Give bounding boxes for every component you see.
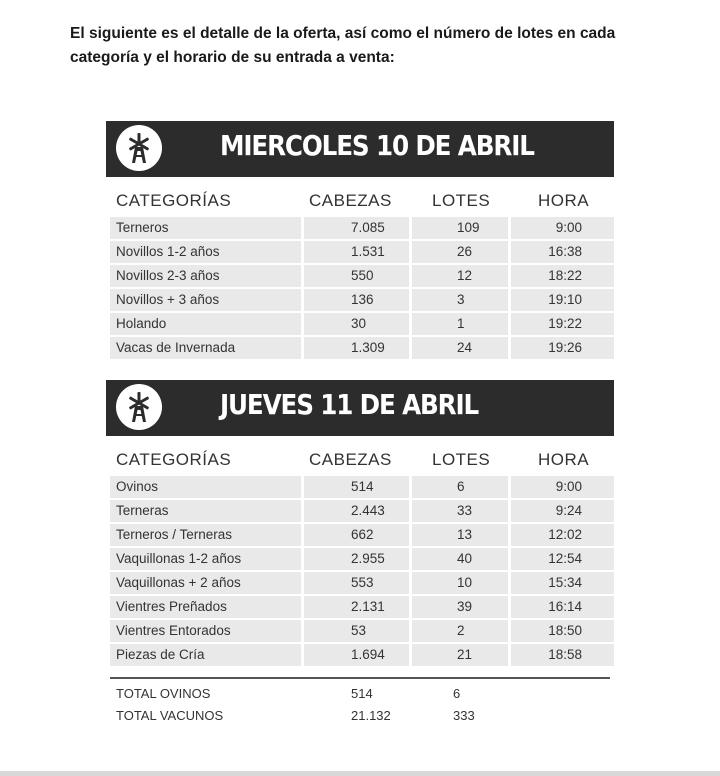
cell-time: 12:02 [511, 524, 614, 546]
cell-time: 9:24 [511, 500, 614, 522]
cell-category: Vientres Entorados [110, 620, 301, 642]
table-row [106, 524, 614, 548]
cell-time: 16:14 [511, 596, 614, 618]
col-hora: HORA [538, 191, 590, 210]
windmill-logo-icon [116, 384, 162, 430]
table-row [106, 241, 614, 265]
intro-paragraph: El siguiente es el detalle de la oferta, así como el número de lotes en cada categoría y el horario de su entrada a venta: [70, 25, 616, 66]
table-row [106, 572, 614, 596]
cell-category: Vientres Preñados [110, 596, 301, 618]
cell-time: 19:22 [511, 313, 614, 335]
cell-heads: 1.309 [304, 337, 409, 359]
cell-time: 9:00 [511, 476, 614, 498]
cell-time: 15:34 [511, 572, 614, 594]
page-bottom-edge [0, 771, 720, 776]
section-day-2 [106, 380, 614, 668]
cell-category: Vaquillonas + 2 años [110, 572, 301, 594]
col-cabezas: CABEZAS [309, 450, 392, 469]
table-row [106, 596, 614, 620]
cell-lots: 33 [412, 500, 508, 522]
cell-category: Novillos 2-3 años [110, 265, 301, 287]
cell-lots: 40 [412, 548, 508, 570]
cell-category: Terneros / Terneras [110, 524, 301, 546]
total-lots: 6 [453, 686, 461, 701]
cell-lots: 26 [412, 241, 508, 263]
cell-time: 18:58 [511, 644, 614, 666]
col-lotes: LOTES [432, 450, 491, 469]
cell-heads: 662 [304, 524, 409, 546]
cell-lots: 21 [412, 644, 508, 666]
cell-category: Piezas de Cría [110, 644, 301, 666]
cell-heads: 1.531 [304, 241, 409, 263]
cell-heads: 30 [304, 313, 409, 335]
section-day-1 [106, 121, 614, 361]
col-categorias: CATEGORÍAS [116, 450, 232, 469]
day-banner [106, 380, 614, 436]
table-header [106, 436, 614, 476]
table-row [106, 313, 614, 337]
cell-heads: 53 [304, 620, 409, 642]
windmill-logo-icon [116, 125, 162, 171]
table-row [106, 217, 614, 241]
cell-heads: 2.443 [304, 500, 409, 522]
day-title: JUEVES 11 DE ABRIL [220, 388, 479, 421]
cell-lots: 10 [412, 572, 508, 594]
col-lotes: LOTES [432, 191, 491, 210]
cell-lots: 6 [412, 476, 508, 498]
cell-heads: 136 [304, 289, 409, 311]
cell-lots: 39 [412, 596, 508, 618]
cell-heads: 2.955 [304, 548, 409, 570]
col-categorias: CATEGORÍAS [116, 191, 232, 210]
total-lots: 333 [453, 708, 475, 723]
cell-heads: 514 [304, 476, 409, 498]
cell-lots: 12 [412, 265, 508, 287]
cell-heads: 2.131 [304, 596, 409, 618]
cell-category: Vacas de Invernada [110, 337, 301, 359]
cell-heads: 7.085 [304, 217, 409, 239]
cell-time: 16:38 [511, 241, 614, 263]
table-row [106, 644, 614, 668]
table-row [106, 289, 614, 313]
cell-time: 9:00 [511, 217, 614, 239]
cell-category: Vaquillonas 1-2 años [110, 548, 301, 570]
cell-lots: 1 [412, 313, 508, 335]
cell-category: Ovinos [110, 476, 301, 498]
table-row [106, 548, 614, 572]
totals-divider [110, 677, 610, 679]
cell-time: 19:10 [511, 289, 614, 311]
cell-lots: 3 [412, 289, 508, 311]
cell-category: Terneras [110, 500, 301, 522]
cell-category: Terneros [110, 217, 301, 239]
col-cabezas: CABEZAS [309, 191, 392, 210]
table-row [106, 337, 614, 361]
cell-time: 12:54 [511, 548, 614, 570]
cell-lots: 13 [412, 524, 508, 546]
table-row [106, 265, 614, 289]
total-label: TOTAL VACUNOS [116, 708, 224, 723]
table-header [106, 177, 614, 217]
total-heads: 21.132 [351, 708, 391, 723]
table-row [106, 476, 614, 500]
table-row [106, 620, 614, 644]
cell-time: 18:22 [511, 265, 614, 287]
total-heads: 514 [351, 686, 373, 701]
day-title: MIERCOLES 10 DE ABRIL [220, 129, 534, 162]
cell-heads: 1.694 [304, 644, 409, 666]
total-row-ovinos [106, 686, 614, 708]
cell-lots: 109 [412, 217, 508, 239]
cell-category: Holando [110, 313, 301, 335]
day-banner [106, 121, 614, 177]
total-row-vacunos [106, 708, 614, 730]
cell-category: Novillos 1-2 años [110, 241, 301, 263]
cell-time: 19:26 [511, 337, 614, 359]
cell-category: Novillos + 3 años [110, 289, 301, 311]
cell-heads: 553 [304, 572, 409, 594]
cell-time: 18:50 [511, 620, 614, 642]
col-hora: HORA [538, 450, 590, 469]
table-row [106, 500, 614, 524]
cell-heads: 550 [304, 265, 409, 287]
cell-lots: 2 [412, 620, 508, 642]
cell-lots: 24 [412, 337, 508, 359]
total-label: TOTAL OVINOS [116, 686, 211, 701]
